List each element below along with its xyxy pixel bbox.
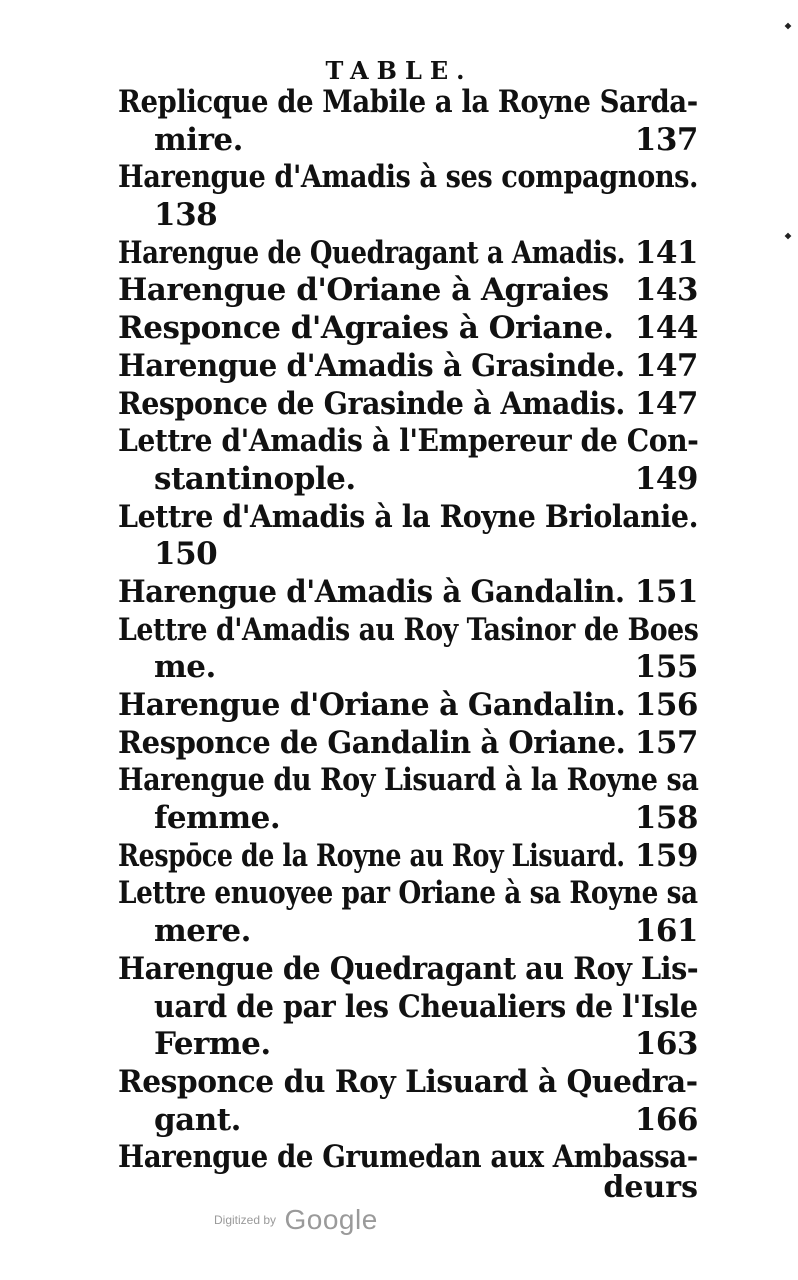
toc-page-number: 155 xyxy=(634,649,698,686)
toc-page-number: 143 xyxy=(634,272,698,309)
toc-entry-text: Lettre enuoyee par Oriane à sa Royne sa xyxy=(118,875,698,912)
toc-page-number: 158 xyxy=(634,800,698,837)
toc-entry xyxy=(118,348,698,386)
toc-entry-text: Harengue d'Amadis à Gandalin. xyxy=(118,573,625,610)
toc-entry xyxy=(118,989,698,1027)
toc-entry xyxy=(118,536,698,574)
toc-entry xyxy=(118,84,698,122)
toc-page-number: 147 xyxy=(634,347,698,384)
toc-page-number: 156 xyxy=(634,687,698,723)
toc-entry xyxy=(118,461,698,499)
toc-entry-text: Lettre d'Amadis au Roy Tasinor de Boes xyxy=(118,611,699,648)
toc-entry xyxy=(118,725,698,763)
toc-entry-text: gant. xyxy=(154,1101,241,1138)
toc-entry-text: femme. xyxy=(154,800,281,837)
digitized-by-watermark xyxy=(214,1204,378,1236)
toc-entry-text: uard de par les Cheualiers de l'Isle xyxy=(154,988,698,1025)
toc-entry xyxy=(118,423,698,461)
toc-entry xyxy=(118,687,698,725)
toc-entry xyxy=(118,159,698,197)
toc-entry-text: stantinople. xyxy=(154,460,356,497)
toc-entry-text: Responce de Gandalin à Oriane. xyxy=(118,724,626,761)
toc-entry-text: Lettre d'Amadis à l'Empereur de Con- xyxy=(118,423,699,460)
toc-entry xyxy=(118,913,698,951)
toc-entry-text: Responce d'Agraies à Oriane. xyxy=(118,310,614,347)
running-header: TABLE. xyxy=(325,56,473,85)
toc-entry-text: Harengue de Quedragant au Roy Lis- xyxy=(118,950,699,987)
toc-entry xyxy=(118,1026,698,1064)
toc-entry-text: Harengue d'Oriane à Gandalin. xyxy=(118,687,626,723)
toc-entry xyxy=(118,1064,698,1102)
toc-page-number: 161 xyxy=(634,913,698,950)
toc-entry-text: Harengue de Quedragant a Amadis. xyxy=(118,234,626,271)
toc-entry-text: Harengue d'Amadis à ses compagnons. xyxy=(118,159,699,196)
digitized-prefix: Digitized by xyxy=(214,1213,277,1227)
toc-entry xyxy=(118,649,698,687)
toc-entry xyxy=(118,122,698,160)
toc-entry xyxy=(118,574,698,612)
toc-entry xyxy=(118,838,698,876)
toc-entry-text: Responce de Grasinde à Amadis. xyxy=(118,385,625,422)
toc-entry xyxy=(118,272,698,310)
toc-entry xyxy=(118,235,698,273)
toc-entry-text: Harengue d'Oriane à Agraies xyxy=(118,272,609,309)
toc-entry xyxy=(118,310,698,348)
toc-entry-text: mere. xyxy=(154,913,251,950)
toc-entry-text: Responce du Roy Lisuard à Quedra- xyxy=(118,1063,698,1100)
toc-entry xyxy=(118,197,698,235)
toc-entry-text: me. xyxy=(154,649,216,686)
toc-page-number: 141 xyxy=(634,234,698,271)
toc-entry xyxy=(118,612,698,650)
toc-entry xyxy=(118,800,698,838)
toc-entry-text: 138 xyxy=(154,197,218,234)
catchword: deurs xyxy=(603,1170,698,1205)
toc-entry-text: Harengue de Grumedan aux Ambassa- xyxy=(118,1139,698,1176)
toc-entry-text: Harengue d'Amadis à Grasinde. xyxy=(118,347,625,384)
toc-entry xyxy=(118,951,698,989)
toc-page-number: 166 xyxy=(634,1101,698,1138)
toc-entry xyxy=(118,762,698,800)
toc-entry-text: 150 xyxy=(154,536,218,573)
toc-entry xyxy=(118,386,698,424)
margin-speck-mark xyxy=(784,22,792,30)
toc-entry-text: Lettre d'Amadis à la Royne Briolanie. xyxy=(118,498,699,535)
toc-entry-text: Harengue du Roy Lisuard à la Royne sa xyxy=(118,762,699,799)
toc-entry-text: Replicque de Mabile a la Royne Sarda- xyxy=(118,84,698,120)
margin-speck-mark xyxy=(784,232,792,240)
toc-page-number: 137 xyxy=(634,121,698,158)
toc-page-number: 151 xyxy=(634,573,698,610)
toc-entry-text: Respōce de la Royne au Roy Lisuard. xyxy=(118,837,625,874)
toc-page-number: 144 xyxy=(634,310,698,347)
toc-page-number: 163 xyxy=(634,1026,698,1063)
toc-page-number: 147 xyxy=(634,385,698,422)
google-logo: Google xyxy=(284,1204,378,1235)
toc-entry xyxy=(118,875,698,913)
toc-page-number: 149 xyxy=(634,460,698,497)
toc-page-number: 159 xyxy=(634,837,698,874)
toc-entry xyxy=(118,499,698,537)
toc-page-number: 157 xyxy=(634,724,698,761)
toc-entry-text: mire. xyxy=(154,121,243,158)
toc-entry-text: Ferme. xyxy=(154,1026,271,1063)
toc-entry xyxy=(118,1102,698,1140)
table-of-contents xyxy=(118,84,698,1177)
